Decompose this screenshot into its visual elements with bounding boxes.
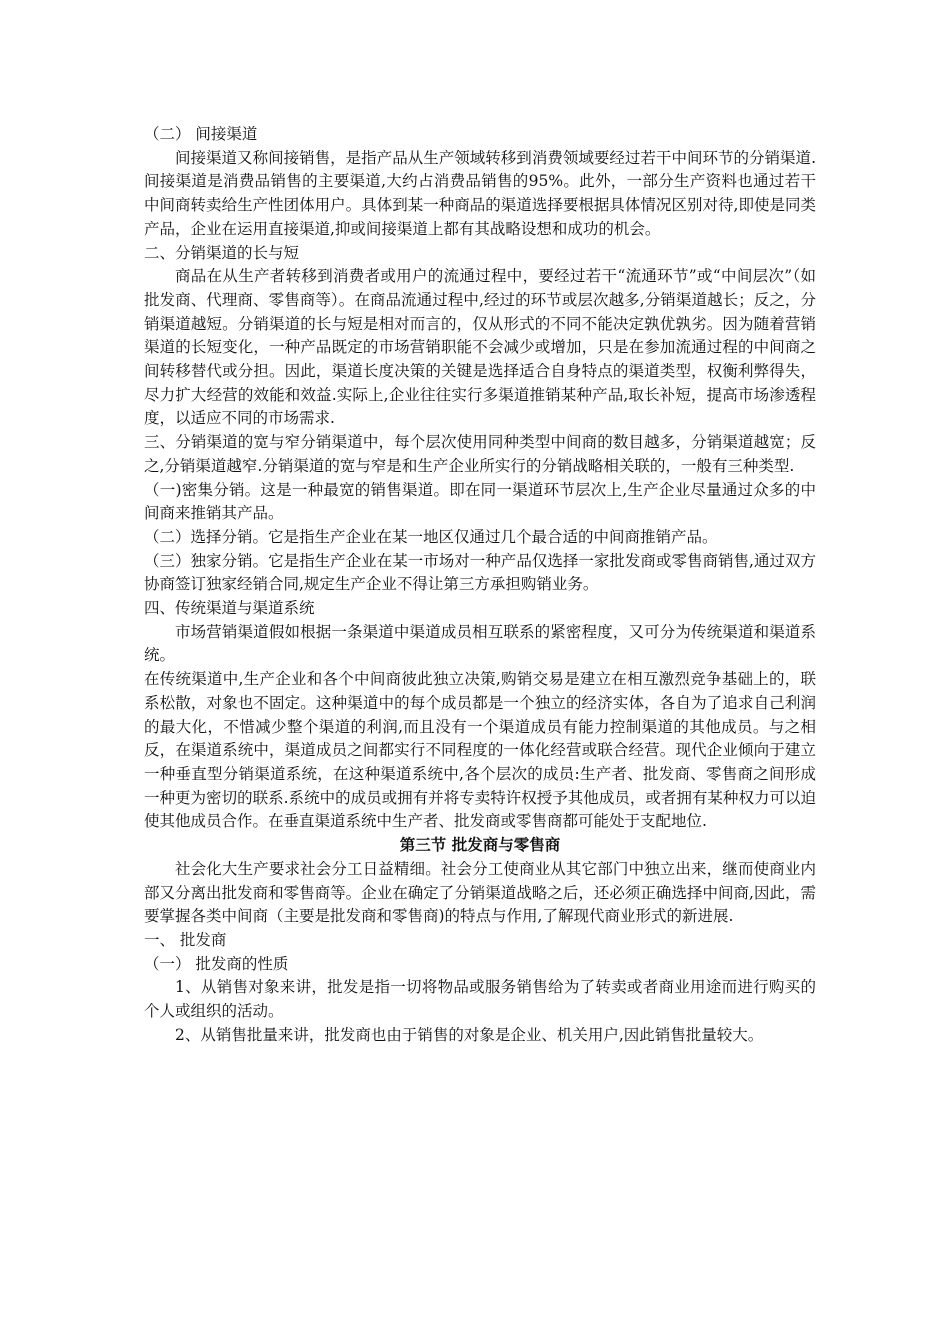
heading-wholesaler: 一、 批发商 bbox=[144, 930, 227, 949]
document-body bbox=[144, 123, 816, 1047]
paragraph: （一)密集分销。这是一种最宽的销售渠道。即在同一渠道环节层次上,生产企业尽量通过众多的中间商来推销其产品。 bbox=[144, 480, 816, 523]
paragraph: 2、从销售批量来讲，批发商也由于销售的对象是企业、机关用户,因此销售批量较大。 bbox=[175, 1025, 764, 1044]
paragraph: 三、分销渠道的宽与窄分销渠道中，每个层次使用同种类型中间商的数目越多，分销渠道越宽；反之,分销渠道越窄.分销渠道的宽与窄是和生产企业所实行的分销战略相关联的，一般有三种类型. bbox=[144, 433, 816, 475]
paragraph: （三）独家分销。它是指生产企业在某一市场对一种产品仅选择一家批发商或零售商销售,通过双方协商签订独家经销合同,规定生产企业不得让第三方承担购销业务。 bbox=[144, 551, 816, 594]
heading-traditional-channel: 四、传统渠道与渠道系统 bbox=[144, 599, 315, 618]
paragraph: 间接渠道又称间接销售，是指产品从生产领域转移到消费领域要经过若干中间环节的分销渠道.间接渠道是消费品销售的主要渠道,大约占消费品销售的95%。此外，一部分生产资料也通过若干中间商转卖给生产性团体用户。具体到某一种商品的渠道选择要根据具体情况区别对待,即使是同类产品，企业在运用直接渠道,抑或间接渠道上都有其战略设想和成功的机会。 bbox=[144, 148, 816, 238]
heading-indirect-channel: （二） 间接渠道 bbox=[144, 125, 258, 143]
paragraph: 商品在从生产者转移到消费者或用户的流通过程中，要经过若干“流通环节”或“中间层次”（如批发商、代理商、零售商等）。在商品流通过程中,经过的环节或层次越多,分销渠道越长；反之，分销渠道越短。分销渠道的长与短是相对而言的，仅从形式的不同不能决定孰优孰劣。因为随着营销渠道的长短变化，一种产品既定的市场营销职能不会减少或增加，只是在参加流通过程的中间商之间转移替代或分担。因此，渠道长度决策的关键是选择适合自身特点的渠道类型，权衡利弊得失，尽力扩大经营的效能和效益.实际上,企业往往实行多渠道推销某种产品,取长补短，提高市场渗透程度，以适应不同的市场需求. bbox=[144, 267, 816, 428]
paragraph: （二）选择分销。它是指生产企业在某一地区仅通过几个最合适的中间商推销产品。 bbox=[144, 527, 718, 546]
paragraph: 1、从销售对象来讲，批发是指一切将物品或服务销售给为了转卖或者商业用途而进行购买的个人或组织的活动。 bbox=[144, 978, 816, 1021]
heading-channel-length: 二、分销渠道的长与短 bbox=[144, 243, 300, 262]
paragraph: 在传统渠道中,生产企业和各个中间商彼此独立决策,购销交易是建立在相互激烈竞争基础上的，联系松散，对象也不固定。这种渠道中的每个成员都是一个独立的经济实体，各自为了追求自己利润的最大化，不惜减少整个渠道的利润,而且没有一个渠道成员有能力控制渠道的其他成员。与之相反，在渠道系统中，渠道成员之间都实行不同程度的一体化经营或联合经营。现代企业倾向于建立一种垂直型分销渠道系统，在这种渠道系统中,各个层次的成员:生产者、批发商、零售商之间形成一种更为密切的联系.系统中的成员或拥有并将专卖特许权授予其他成员，或者拥有某种权力可以迫使其他成员合作。在垂直渠道系统中生产者、批发商或零售商都可能处于支配地位. bbox=[144, 670, 816, 831]
section-title: 第三节 批发商与零售商 bbox=[399, 836, 561, 855]
paragraph: 市场营销渠道假如根据一条渠道中渠道成员相互联系的紧密程度，又可分为传统渠道和渠道系统。 bbox=[144, 622, 816, 665]
paragraph: 社会化大生产要求社会分工日益精细。社会分工使商业从其它部门中独立出来，继而使商业内部又分离出批发商和零售商等。企业在确定了分销渠道战略之后，还必须正确选择中间商,因此，需要掌握各类中间商（主要是批发商和零售商)的特点与作用,了解现代商业形式的新进展. bbox=[144, 859, 816, 926]
heading-wholesaler-nature: （一） 批发商的性质 bbox=[144, 954, 289, 973]
